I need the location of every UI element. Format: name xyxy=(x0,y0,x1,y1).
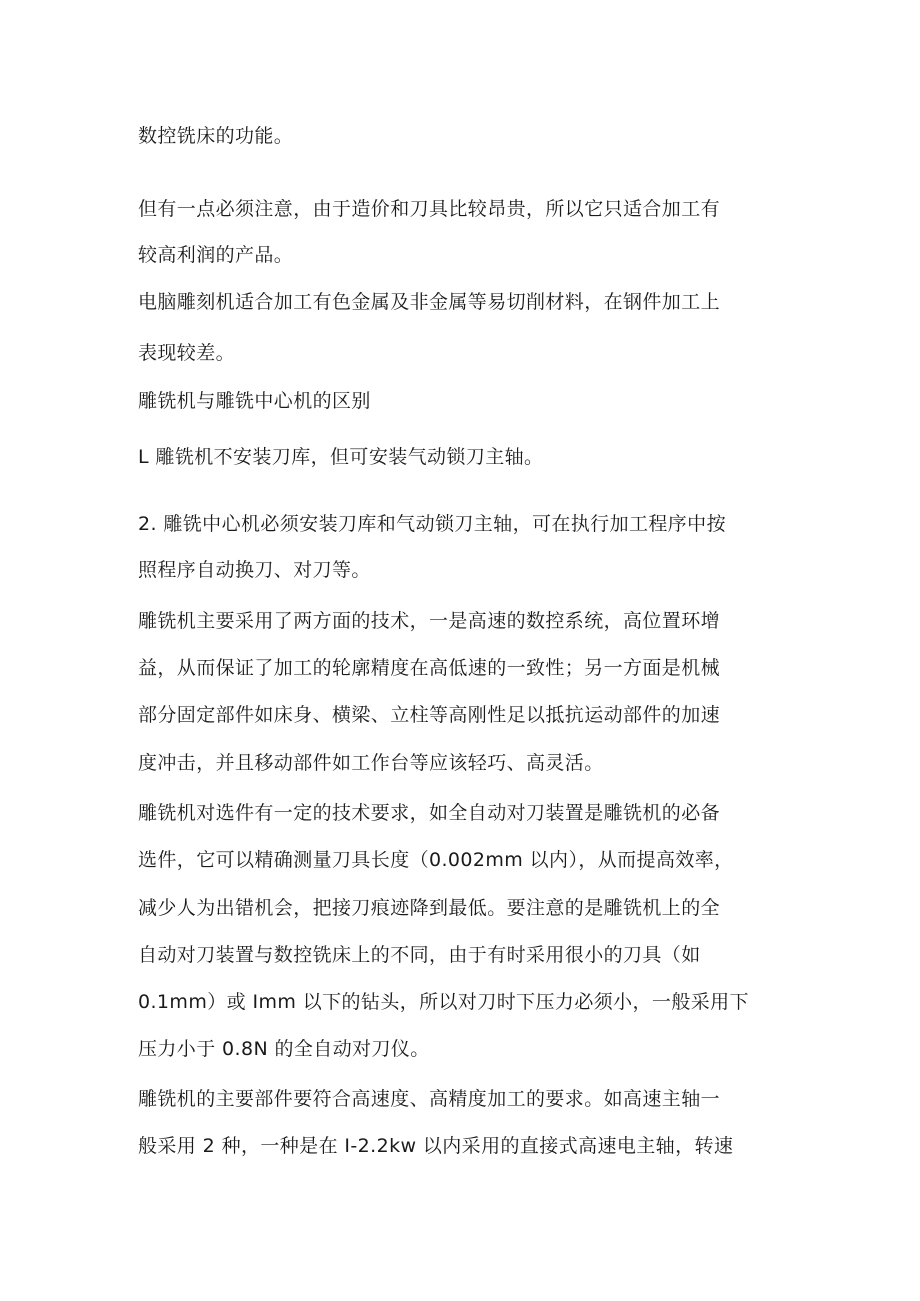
text-line-21: 般采用 2 种，一种是在 I-2.2kw 以内采用的直接式高速电主轴，转速 xyxy=(138,1135,734,1157)
text-line-1: 数控铣床的功能。 xyxy=(138,125,294,147)
text-line-16: 减少人为出错机会，把接刀痕迹降到最低。要注意的是雕铣机上的全 xyxy=(138,897,721,919)
section-heading: 雕铣机与雕铣中心机的区别 xyxy=(138,390,371,412)
text-line-3: 较高利润的产品。 xyxy=(138,244,294,266)
text-line-17: 自动对刀装置与数控铣床上的不同，由于有时采用很小的刀具（如 xyxy=(138,944,701,966)
text-line-2: 但有一点必须注意，由于造价和刀具比较昂贵，所以它只适合加工有 xyxy=(138,198,721,220)
text-line-12: 部分固定部件如床身、横梁、立柱等高刚性足以抵抗运动部件的加速 xyxy=(138,704,721,726)
text-line-18: 0.1mm）或 Imm 以下的钻头，所以对刀时下压力必须小，一般采用下 xyxy=(138,991,749,1013)
text-line-5: 表现较差。 xyxy=(138,342,236,364)
text-line-20: 雕铣机的主要部件要符合高速度、高精度加工的要求。如高速主轴一 xyxy=(138,1088,721,1110)
text-line-11: 益，从而保证了加工的轮廓精度在高低速的一致性；另一方面是机械 xyxy=(138,657,721,679)
text-line-15: 选件，它可以精确测量刀具长度（0.002mm 以内），从而提高效率， xyxy=(138,849,734,871)
text-line-14: 雕铣机对选件有一定的技术要求，如全自动对刀装置是雕铣机的必备 xyxy=(138,802,721,824)
text-line-10: 雕铣机主要采用了两方面的技术，一是高速的数控系统，高位置环增 xyxy=(138,610,721,632)
text-line-7: L 雕铣机不安装刀库，但可安装气动锁刀主轴。 xyxy=(138,446,544,468)
text-line-9: 照程序自动换刀、对刀等。 xyxy=(138,559,371,581)
text-line-19: 压力小于 0.8N 的全自动对刀仪。 xyxy=(138,1038,430,1060)
text-line-4: 电脑雕刻机适合加工有色金属及非金属等易切削材料，在钢件加工上 xyxy=(138,291,721,313)
text-line-8: 2. 雕铣中心机必须安装刀库和气动锁刀主轴，可在执行加工程序中按 xyxy=(138,513,726,535)
text-line-13: 度冲击，并且移动部件如工作台等应该轻巧、高灵活。 xyxy=(138,752,604,774)
